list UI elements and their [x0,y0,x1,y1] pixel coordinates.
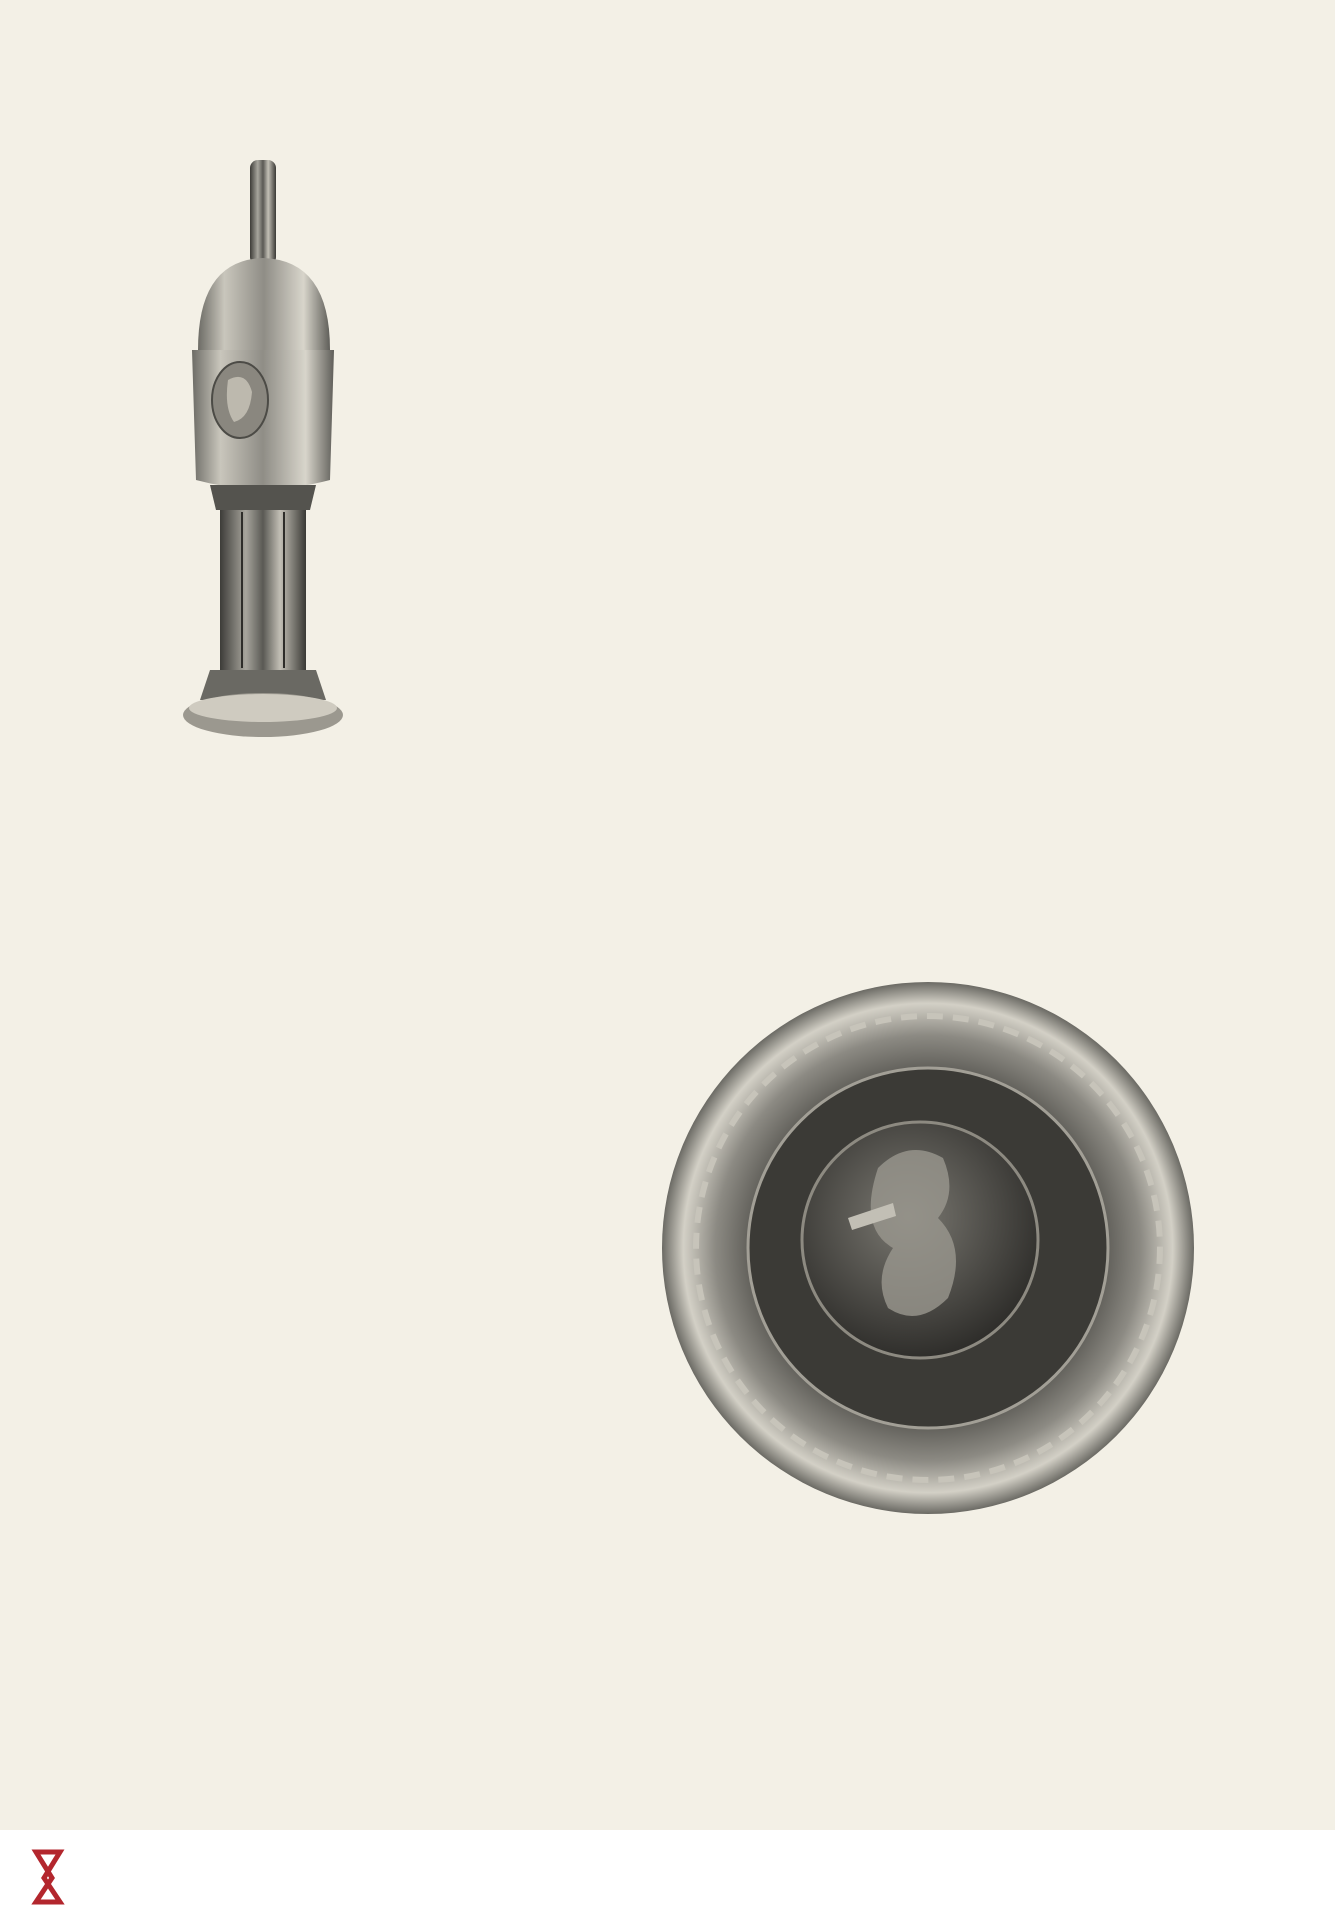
logo-mark [36,1852,60,1902]
university-library-logo-icon [30,1848,74,1906]
digitization-footer [0,1830,1335,1930]
dfg-logo-icon [1188,1862,1306,1920]
putto-bowl-photo [658,978,1198,1518]
zeppelin-goblet-photo [180,160,410,850]
